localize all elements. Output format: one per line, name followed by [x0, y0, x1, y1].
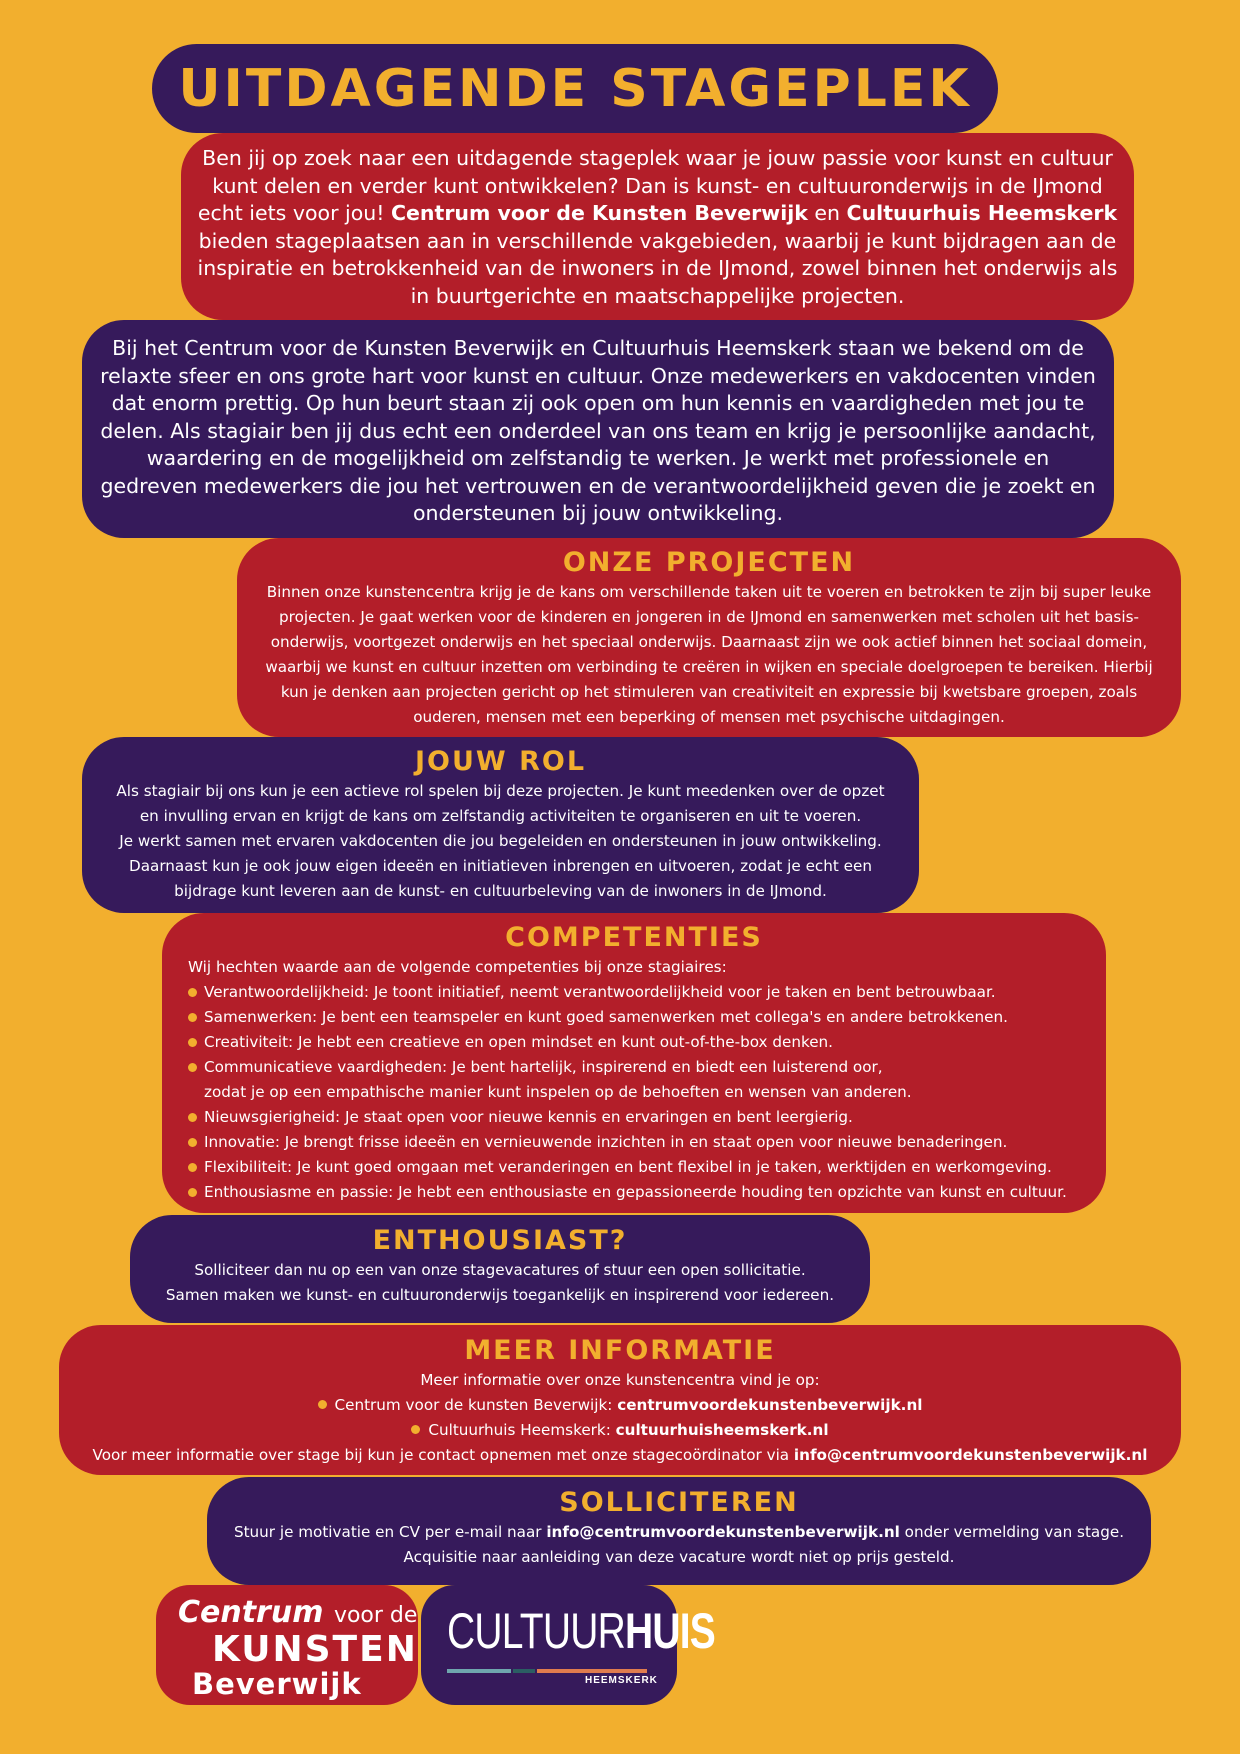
- apply-heading: SOLLICITEREN: [559, 1487, 799, 1518]
- role-line: Daarnaast kun je ook jouw eigen ideeën en initiatieven inbrengen en uitvoeren, zodat je echt een: [129, 857, 872, 875]
- apply-email-link[interactable]: info@centrumvoordekunstenbeverwijk.nl: [546, 1523, 900, 1541]
- list-item: [184, 1130, 1084, 1155]
- enthusiast-line: Solliciteer dan nu op een van onze stagevacatures of stuur een open sollicitatie.: [194, 1261, 806, 1279]
- ckb-name: Centrum voor de Kunsten Beverwijk: [390, 201, 808, 225]
- bullet-icon: [188, 1063, 197, 1072]
- logo-stripe-orange: [537, 1669, 647, 1673]
- ckb-logo-line3: Beverwijk: [192, 1667, 362, 1701]
- competency-text: Innovatie: Je brengt frisse ideeën en vernieuwende inzichten in en staat open voor nieuwe benaderingen.: [204, 1133, 1008, 1151]
- cultuurhuis-logo-word: [447, 1601, 715, 1661]
- competency-text: Creativiteit: Je hebt een creatieve en open mindset en kunt out-of-the-box denken.: [204, 1033, 834, 1051]
- competency-text: Communicatieve vaardigheden: Je bent hartelijk, inspirerend en biedt een luisterend oor, zodat je op een empathische manier kunt inspelen op de behoeften en wensen van anderen.: [204, 1058, 912, 1101]
- info-heading: MEER INFORMATIE: [464, 1335, 776, 1366]
- ch-website-link[interactable]: cultuurhuisheemskerk.nl: [615, 1421, 829, 1439]
- role-line: bijdrage kunt leveren aan de kunst- en cultuurbeleving van de inwoners in de IJmond.: [174, 882, 827, 900]
- role-text: [96, 779, 905, 904]
- cultuurhuis-logo-text: HUIS: [624, 1603, 716, 1659]
- ckb-logo: [156, 1585, 418, 1705]
- intro-text-part: Ben jij op zoek naar een uitdagende stageplek waar je jouw passie voor kunst en cultuur kunt delen en verder kunt ontwikkelen? Dan is kunst- en cultuuronderwijs in de IJmond echt iets voor jou!: [197, 146, 1113, 225]
- enthusiast-panel: [130, 1215, 870, 1323]
- role-heading: JOUW ROL: [414, 746, 587, 777]
- competency-text: Nieuwsgierigheid: Je staat open voor nieuwe kennis en ervaringen en bent leergierig.: [204, 1108, 853, 1126]
- cultuurhuis-logo-text: CULTUUR: [447, 1603, 625, 1659]
- bullet-icon: [188, 1188, 197, 1197]
- competencies-heading: COMPETENTIES: [505, 922, 763, 953]
- role-line: Als stagiair bij ons kun je een actieve rol spelen bij deze projecten. Je kunt meedenken over de opzet: [116, 782, 885, 800]
- projects-panel: [237, 538, 1181, 737]
- ckb-logo-line1: [178, 1595, 417, 1630]
- apply-line: [221, 1520, 1137, 1545]
- list-item: [184, 1055, 1084, 1105]
- apply-text: Stuur je motivatie en CV per e-mail naar: [233, 1523, 547, 1541]
- list-item: [184, 1005, 1084, 1030]
- bullet-icon: [188, 1163, 197, 1172]
- competencies-panel: [162, 913, 1106, 1213]
- bullet-icon: [188, 1113, 197, 1122]
- info-link-item: [73, 1393, 1167, 1418]
- info-link-label: Centrum voor de kunsten Beverwijk:: [334, 1396, 618, 1414]
- intro-text-part: bieden stageplaatsen aan in verschillende vakgebieden, waarbij je kunt bijdragen aan de inspiratie en betrokkenheid van de inwoners in de IJmond, zowel binnen het onderwijs als in buurtgerichte en maatschappelijke projecten.: [197, 228, 1118, 308]
- competencies-list: [184, 980, 1084, 1205]
- list-item: [184, 1180, 1084, 1205]
- competency-text: Verantwoordelijkheid: Je toont initiatief, neemt verantwoordelijkheid voor je taken en bent betrouwbaar.: [204, 983, 996, 1001]
- apply-text: onder vermelding van stage.: [899, 1523, 1125, 1541]
- bullet-icon: [188, 1138, 197, 1147]
- list-item: [184, 1030, 1084, 1055]
- info-contact: [73, 1443, 1167, 1468]
- bullet-icon: [411, 1425, 420, 1434]
- enthusiast-line: Samen maken we kunst- en cultuuronderwijs toegankelijk en inspirerend voor iedereen.: [165, 1286, 835, 1304]
- list-item: [184, 980, 1084, 1005]
- intro-panel: [181, 133, 1134, 320]
- page-title: UITDAGENDE STAGEPLEK: [178, 58, 972, 119]
- competencies-intro: Wij hechten waarde aan de volgende competenties bij onze stagiaires:: [188, 958, 727, 976]
- apply-panel: [207, 1477, 1151, 1585]
- cultuurhuis-logo-sub: HEEMSKERK: [585, 1675, 658, 1686]
- ckb-website-link[interactable]: centrumvoordekunstenbeverwijk.nl: [617, 1396, 923, 1414]
- ckb-logo-line2: KUNSTEN: [212, 1629, 418, 1670]
- logo-stripe-teal: [447, 1669, 511, 1673]
- ckb-logo-text: Centrum: [178, 1595, 324, 1630]
- projects-heading: ONZE PROJECTEN: [562, 547, 856, 578]
- competency-text: Samenwerken: Je bent een teamspeler en kunt goed samenwerken met collega's en andere betrokkenen.: [204, 1008, 1008, 1026]
- info-panel: [59, 1325, 1181, 1475]
- role-line: Je werkt samen met ervaren vakdocenten die jou begeleiden en ondersteunen in jouw ontwikkeling.: [119, 832, 882, 850]
- info-contact-text: Voor meer informatie over stage bij kun je contact opnemen met onze stagecoördinator via: [92, 1446, 794, 1464]
- about-text: Bij het Centrum voor de Kunsten Beverwijk en Cultuurhuis Heemskerk staan we bekend om de relaxte sfeer en ons grote hart voor kunst en cultuur. Onze medewerkers en vakdocenten vinden dat enorm prettig. Op hun beurt staan zij ook open om hun kennis en vaardigheden met jou te delen. Als stagiair ben jij dus echt een onderdeel van ons team en krijg je persoonlijke aandacht, waardering en de mogelijkheid om zelfstandig te werken. Je werkt met professionele en gedreven medewerkers die jou het vertrouwen en de verantwoordelijkheid geven die je zoekt en ondersteunen bij jouw ontwikkeling.: [100, 336, 1096, 525]
- title-banner: [152, 44, 998, 133]
- ckb-logo-text: voor de: [333, 1603, 418, 1628]
- about-panel: [82, 320, 1114, 538]
- list-item: [184, 1105, 1084, 1130]
- intro-text: [197, 145, 1118, 310]
- bullet-icon: [188, 1013, 197, 1022]
- competency-text: Enthousiasme en passie: Je hebt een enthousiaste en gepassioneerde houding ten opzichte van kunst en cultuur.: [204, 1183, 1067, 1201]
- apply-line: Acquisitie naar aanleiding van deze vacature wordt niet op prijs gesteld.: [403, 1548, 955, 1566]
- bullet-icon: [318, 1400, 327, 1409]
- projects-text: Binnen onze kunstencentra krijg je de kans om verschillende taken uit te voeren en betrokken te zijn bij super leuke projecten. Je gaat werken voor de kinderen en jongeren in de IJmond en samenwerken met scholen uit het basis-onderwijs, voortgezet onderwijs en het speciaal onderwijs. Daarnaast zijn we ook actief binnen het sociaal domein, waarbij we kunst en cultuur inzetten om verbinding te creëren in wijken en speciale doelgroepen te bereiken. Hierbij kun je denken aan projecten gericht op het stimuleren van creativiteit en expressie bij kwetsbare groepen, zoals ouderen, mensen met een beperking of mensen met psychische uitdagingen.: [265, 583, 1153, 726]
- bullet-icon: [188, 1038, 197, 1047]
- cultuurhuis-logo: [421, 1585, 716, 1705]
- info-link-item: [73, 1418, 1167, 1443]
- intro-text-part: en: [807, 201, 847, 225]
- role-line: en invulling ervan en krijgt de kans om zelfstandig activiteiten te organiseren en uit te voeren.: [139, 807, 862, 825]
- contact-email-link[interactable]: info@centrumvoordekunstenbeverwijk.nl: [793, 1446, 1148, 1464]
- info-intro: Meer informatie over onze kunstencentra vind je op:: [420, 1371, 820, 1389]
- info-link-label: Cultuurhuis Heemskerk:: [428, 1421, 616, 1439]
- enthusiast-heading: ENTHOUSIAST?: [372, 1225, 628, 1256]
- role-panel: [82, 737, 919, 913]
- bullet-icon: [188, 988, 197, 997]
- ch-name: Cultuurhuis Heemskerk: [846, 201, 1118, 225]
- logo-stripe-darkteal: [513, 1669, 535, 1673]
- competency-text: Flexibiliteit: Je kunt goed omgaan met veranderingen en bent flexibel in je taken, werktijden en werkomgeving.: [204, 1158, 1052, 1176]
- list-item: [184, 1155, 1084, 1180]
